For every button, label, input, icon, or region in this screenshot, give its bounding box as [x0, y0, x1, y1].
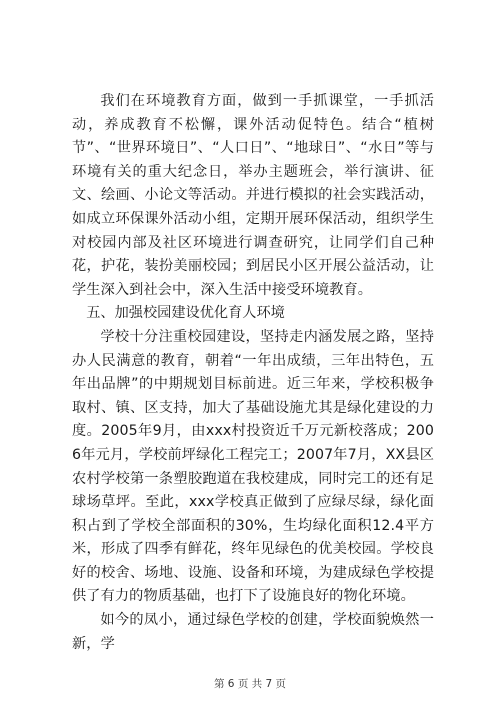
section-heading: 五、加强校园建设优化育人环境 [86, 305, 285, 322]
document-body [72, 90, 434, 656]
paragraph-campus-construction: 学校十分注重校园建设，坚持走内涵发展之路，坚持办人民满意的教育，朝着“一年出成绩，三年出特色，五年出品牌”的中期规划目标前进。近三年来，学校积极争取村、镇、区支持，加大了基础设施尤其是绿化建设的力度。2005年9月，由xxx村投资近千万元新校落成；2006年元月，学校前坪绿化工程完工；2007年7月，XX县区农村学校第一条塑胶跑道在我校建成，同时完工的还有足球场草坪。至此，xxx学校真正做到了应绿尽绿，绿化面积占到了学校全部面积的30%，生均绿化面积12.4平方米，形成了四季有鲜花，终年见绿色的优美校园。学校良好的校舍、场地、设施、设备和环境，为建成绿色学校提供了有力的物质基础，也打下了设施良好的物化环境。 [72, 328, 434, 605]
page-number-footer: 第 6 页 共 7 页 [213, 678, 287, 690]
paragraph-continuation: 如今的凤小，通过绿色学校的创建，学校面貌焕然一新，学 [72, 612, 434, 652]
paragraph-environment-education: 我们在环境教育方面，做到一手抓课堂，一手抓活动，养成教育不松懈，课外活动促特色。结合“植树节”、“世界环境日”、“人口日”、“地球日”、“水日”等与环境有关的重大纪念日，举办主题班会，举行演讲、征文、绘画、小论文等活动。并进行模拟的社会实践活动，如成立环保课外活动小组，定期开展环保活动，组织学生对校园内部及社区环境进行调查研究，让同学们自己种花，护花，装扮美丽校园；到居民小区开展公益活动，让学生深入到社会中，深入生活中接受环境教育。 [72, 93, 434, 298]
